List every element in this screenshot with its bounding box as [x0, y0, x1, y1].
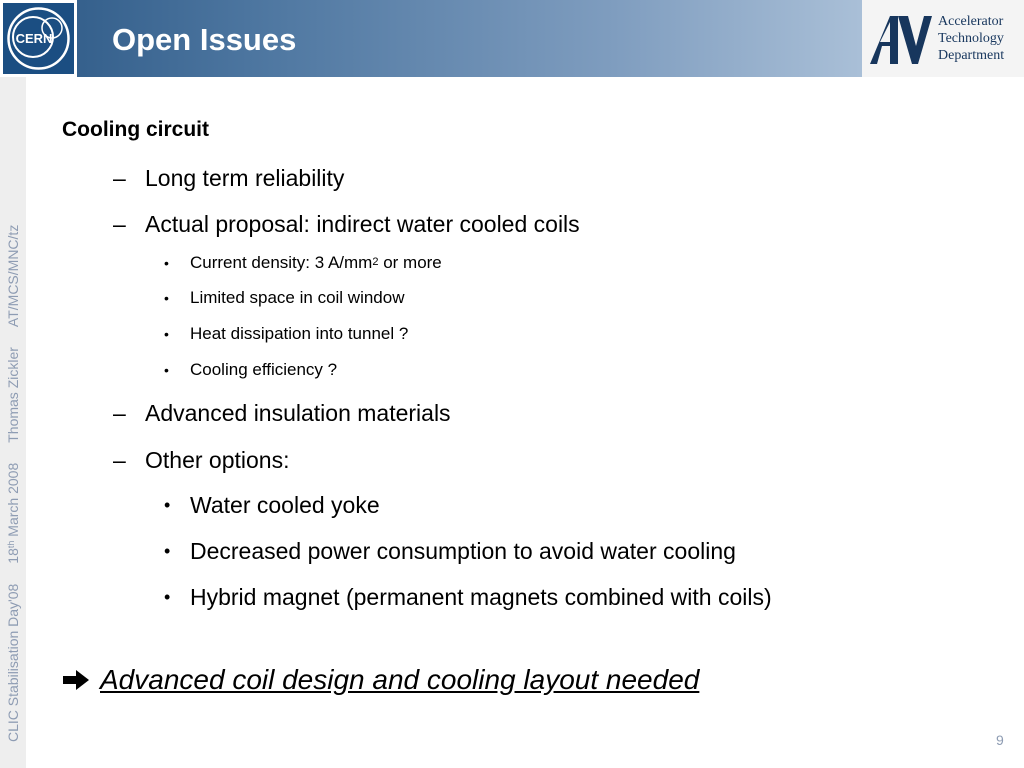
section-heading: Cooling circuit: [62, 118, 209, 141]
dash-marker: –: [113, 165, 126, 191]
author-name: Thomas Zickler: [5, 347, 21, 443]
list-item-text: Other options:: [145, 447, 290, 473]
dash-marker: –: [113, 447, 126, 473]
date-suffix: th: [6, 540, 16, 549]
event-name: CLIC Stabilisation Day'08: [5, 583, 21, 742]
arrow-right-icon: [62, 666, 90, 688]
bullet-marker: •: [164, 326, 169, 342]
list-item-text: Long term reliability: [145, 165, 345, 191]
date-rest: March 2008: [5, 462, 21, 537]
cern-logo-text: CERN: [15, 31, 53, 46]
sub-list-item-text: [190, 253, 442, 273]
at-logo-icon: [868, 12, 934, 66]
bullet-marker: •: [164, 541, 171, 561]
sub-list-item-text: Cooling efficiency ?: [190, 360, 338, 379]
bullet-marker: •: [164, 587, 171, 607]
date-day: 18: [5, 548, 21, 564]
side-footer-text: [0, 77, 26, 768]
slide-header: [0, 0, 1024, 77]
bullet-marker: •: [164, 495, 171, 515]
sub-list-item-text: Hybrid magnet (permanent magnets combined with coils): [190, 584, 772, 610]
department-line-1: Accelerator: [938, 14, 1004, 29]
list-item-text: Advanced insulation materials: [145, 400, 451, 426]
conclusion-statement: [62, 664, 699, 696]
page-number: 9: [996, 732, 1004, 748]
department-line-2: Technology: [938, 31, 1004, 46]
dash-marker: –: [113, 400, 126, 426]
sub-list-item-text: Heat dissipation into tunnel ?: [190, 324, 409, 343]
at-department-logo: [862, 0, 1024, 77]
sub-list-item-text: Limited space in coil window: [190, 288, 405, 307]
department-line-3: Department: [938, 48, 1005, 63]
cern-logo: [0, 0, 77, 77]
dash-marker: –: [113, 211, 126, 237]
page-title: Open Issues: [112, 22, 297, 57]
bullet-marker: •: [164, 255, 169, 271]
sub-list-item-text: Water cooled yoke: [190, 492, 380, 518]
sub-list-item-text: Decreased power consumption to avoid water cooling: [190, 538, 736, 564]
conclusion-text: Advanced coil design and cooling layout needed: [100, 664, 700, 695]
density-suffix: or more: [378, 253, 442, 272]
bullet-marker: •: [164, 290, 169, 306]
department-name: [938, 13, 1004, 64]
bullet-marker: •: [164, 362, 169, 378]
density-prefix: Current density: 3 A/mm: [190, 253, 373, 272]
event-date: [5, 463, 21, 564]
reference-code: AT/MCS/MNC/tz: [5, 224, 21, 328]
list-item-text: Actual proposal: indirect water cooled coils: [145, 211, 580, 237]
density-sup: 2: [372, 256, 379, 268]
